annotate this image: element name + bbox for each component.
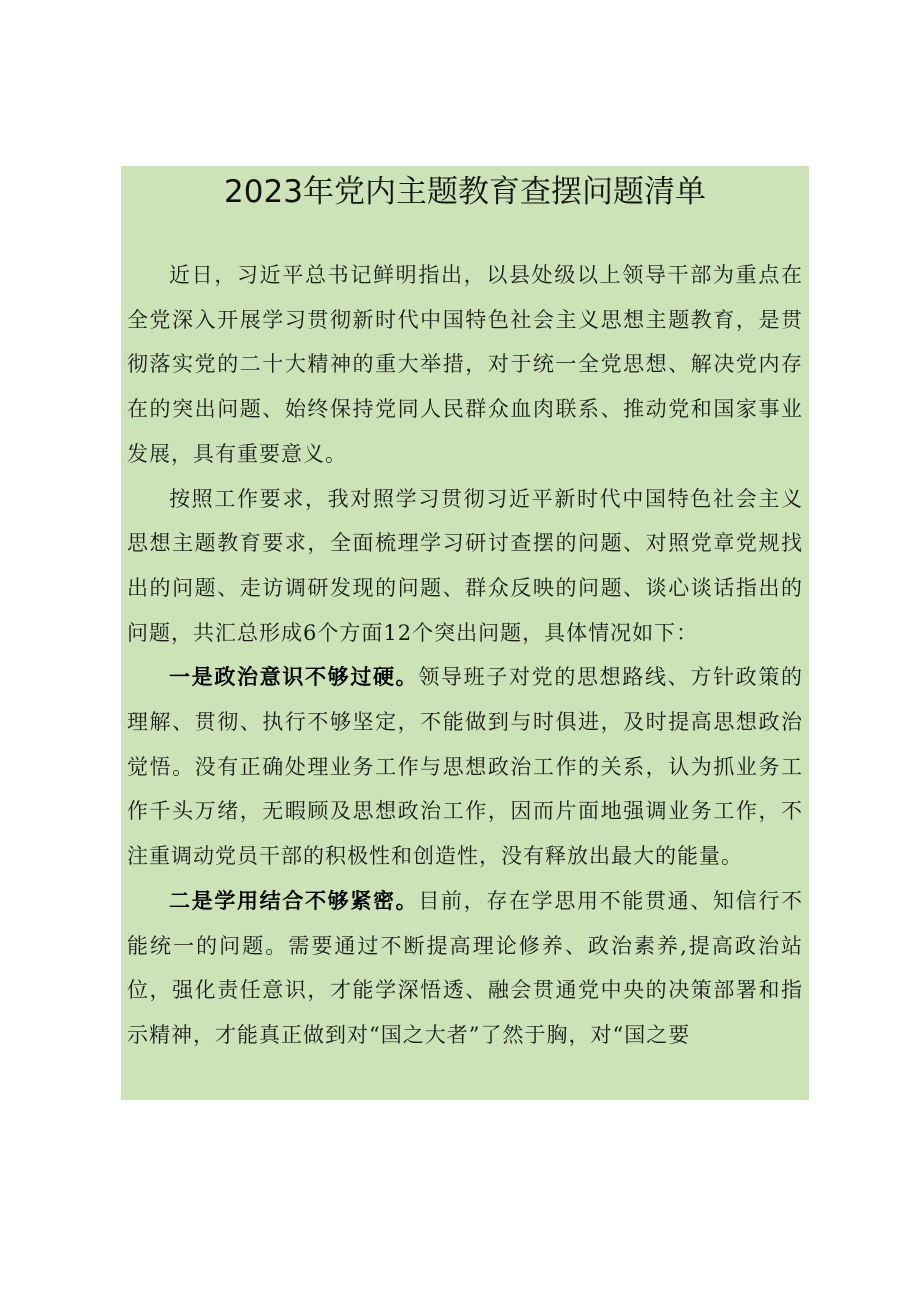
paragraph-problem-1 — [127, 655, 803, 879]
document-title: 2023年党内主题教育查摆问题清单 — [224, 174, 706, 210]
paragraph-text: 领导班子对党的思想路线、方针政策的理解、贯彻、执行不够坚定，不能做到与时俱进，及时提高思想政治觉悟。没有正确处理业务工作与思想政治工作的关系，认为抓业务工作千头万绪，无暇顾及思想政治工作，因而片面地强调业务工作，不注重调动党员干部的积极性和创造性，没有释放出最大的能量。 — [127, 665, 804, 869]
paragraph-problem-2 — [127, 879, 803, 1058]
paragraph-lead: 二是学用结合不够紧密。 — [169, 887, 419, 913]
paragraph-intro — [127, 253, 803, 477]
paragraph-text: 近日，习近平总书记鲜明指出，以县处级以上领导干部为重点在全党深入开展学习贯彻新时代中国特色社会主义思想主题教育，是贯彻落实党的二十大精神的重大举措，对于统一全党思想、解决党内存在的突出问题、始终保持党同人民群众血肉联系、推动党和国家事业发展，具有重要意义。 — [127, 263, 803, 466]
paragraph-requirements — [127, 477, 803, 656]
document-page — [121, 166, 809, 1100]
paragraph-lead: 一是政治意识不够过硬。 — [169, 664, 419, 690]
paragraph-text: 按照工作要求，我对照学习贯彻习近平新时代中国特色社会主义思想主题教育要求，全面梳理学习研讨查摆的问题、对照党章党规找出的问题、走访调研发现的问题、群众反映的问题、谈心谈话指出的问题，共汇总形成6个方面12个突出问题，具体情况如下： — [127, 486, 803, 645]
paragraph-text: 目前，存在学思用不能贯通、知信行不能统一的问题。需要通过不断提高理论修养、政治素养,提高政治站位，强化责任意识，才能学深悟透、融会贯通党中央的决策部署和指示精神，才能真正做到对“国之大者”了然于胸，对“国之要 — [127, 888, 804, 1047]
